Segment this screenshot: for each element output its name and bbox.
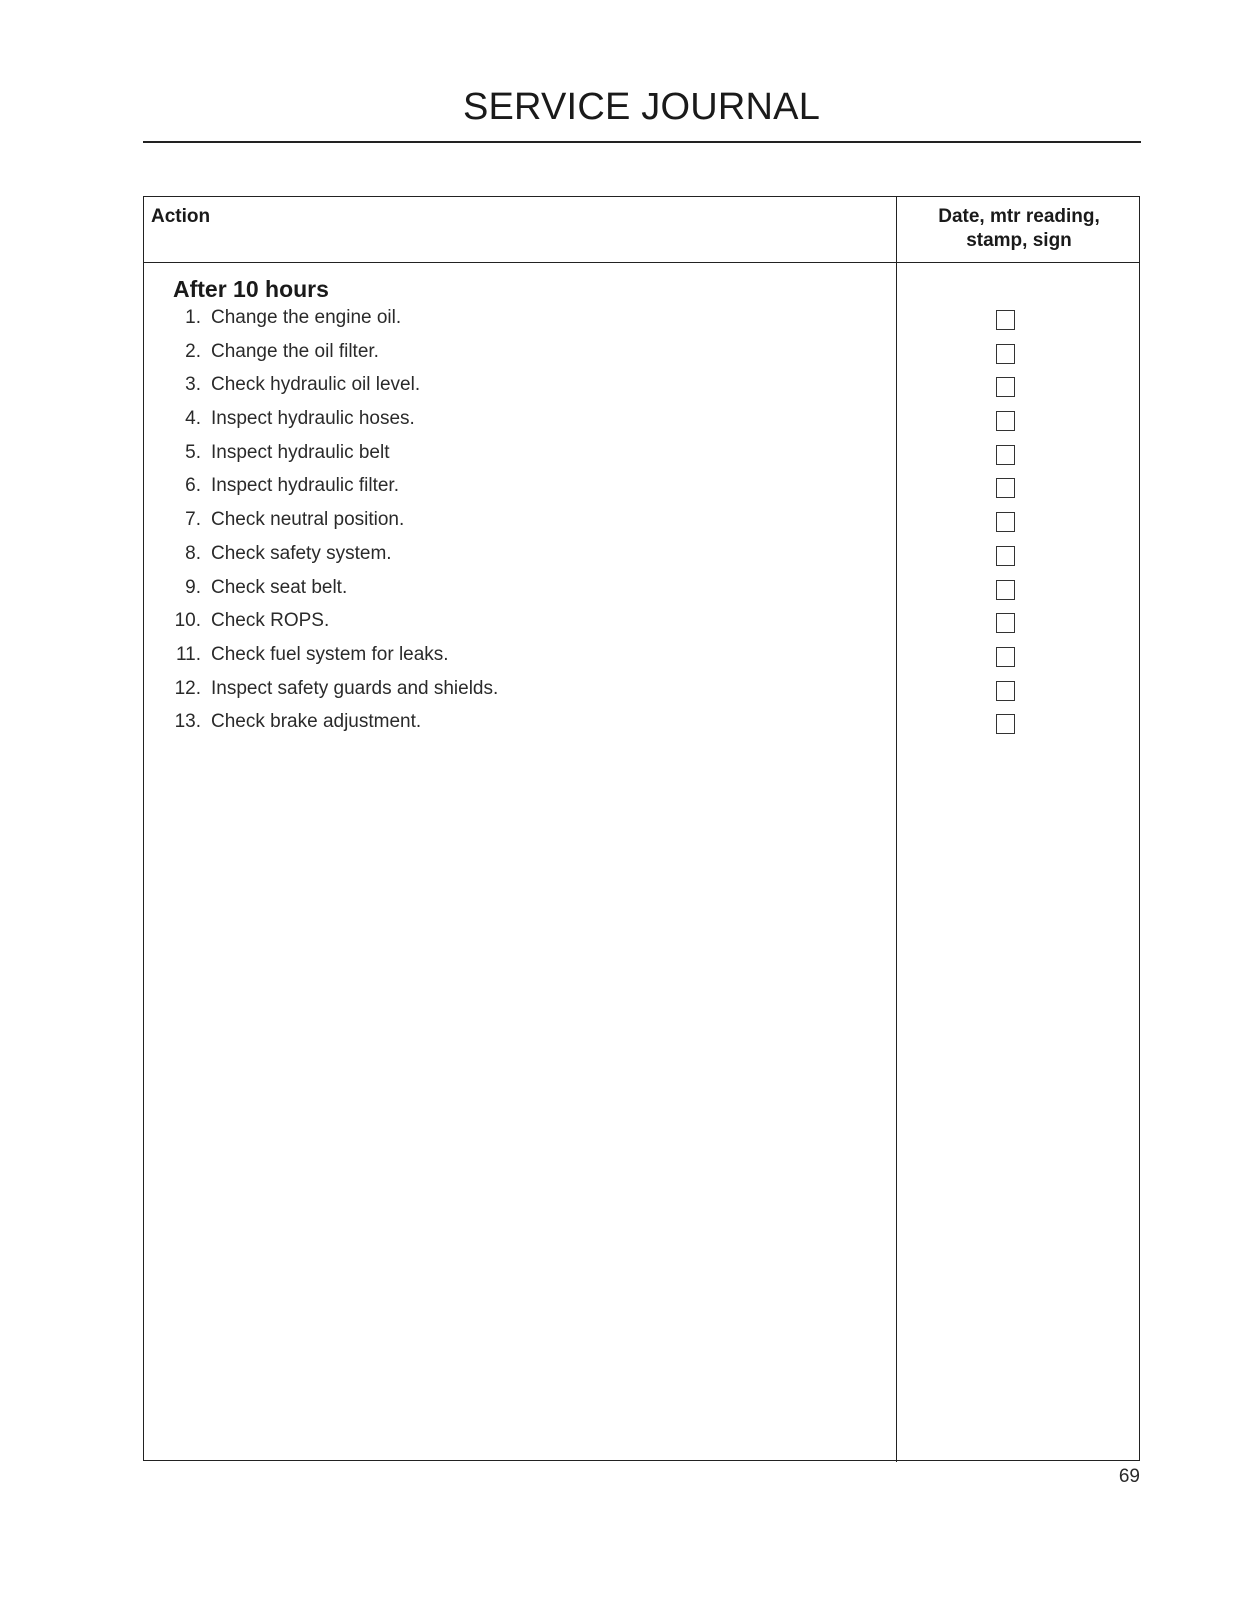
task-text: Inspect hydraulic hoses. — [211, 408, 415, 430]
task-row — [144, 370, 1139, 404]
task-row — [144, 303, 1139, 337]
task-number: 3. — [185, 374, 201, 396]
task-text: Check safety system. — [211, 542, 392, 564]
task-number: 2. — [185, 340, 201, 362]
task-row — [144, 471, 1139, 505]
task-number: 9. — [185, 576, 201, 598]
task-number: 6. — [185, 475, 201, 497]
task-row — [144, 640, 1139, 674]
title-divider — [143, 141, 1141, 143]
column-header-date-line2: stamp, sign — [966, 230, 1072, 251]
task-checkbox[interactable] — [996, 310, 1015, 330]
task-checkbox[interactable] — [996, 478, 1015, 498]
task-text: Inspect hydraulic belt — [211, 441, 390, 463]
task-number: 4. — [185, 408, 201, 430]
task-row — [144, 505, 1139, 539]
task-checkbox[interactable] — [996, 714, 1015, 734]
header-divider — [144, 262, 1139, 263]
task-row — [144, 707, 1139, 741]
task-text: Check fuel system for leaks. — [211, 643, 449, 665]
task-number: 5. — [185, 441, 201, 463]
task-checkbox[interactable] — [996, 647, 1015, 667]
task-row — [144, 337, 1139, 371]
task-text: Inspect hydraulic filter. — [211, 475, 399, 497]
task-text: Check seat belt. — [211, 576, 348, 598]
task-number: 7. — [185, 509, 201, 531]
task-text: Check ROPS. — [211, 610, 330, 632]
task-checkbox[interactable] — [996, 546, 1015, 566]
task-checkbox[interactable] — [996, 613, 1015, 633]
task-row — [144, 606, 1139, 640]
task-row — [144, 438, 1139, 472]
task-checkbox[interactable] — [996, 512, 1015, 532]
task-list — [144, 303, 1139, 741]
task-checkbox[interactable] — [996, 344, 1015, 364]
task-row — [144, 674, 1139, 708]
task-number: 1. — [185, 307, 201, 328]
task-checkbox[interactable] — [996, 377, 1015, 397]
task-checkbox[interactable] — [996, 681, 1015, 701]
task-text: Change the engine oil. — [211, 307, 402, 328]
task-text: Change the oil filter. — [211, 340, 379, 362]
task-text: Check neutral position. — [211, 509, 405, 531]
page-number: 69 — [1118, 1466, 1140, 1487]
task-text: Check brake adjustment. — [211, 711, 422, 733]
task-row — [144, 539, 1139, 573]
task-row — [144, 573, 1139, 607]
task-row — [144, 404, 1139, 438]
section-heading: After 10 hours — [173, 276, 329, 302]
task-text: Check hydraulic oil level. — [211, 374, 421, 396]
task-checkbox[interactable] — [996, 580, 1015, 600]
service-journal-table — [143, 196, 1140, 1461]
task-number: 8. — [185, 542, 201, 564]
task-number: 10. — [174, 610, 201, 632]
page-title: SERVICE JOURNAL — [462, 86, 821, 128]
column-header-action: Action — [151, 206, 211, 227]
task-number: 12. — [174, 677, 201, 699]
task-number: 13. — [174, 711, 201, 733]
column-header-date — [897, 205, 1141, 253]
column-header-date-line1: Date, mtr reading, — [938, 206, 1100, 227]
task-number: 11. — [175, 643, 201, 665]
task-text: Inspect safety guards and shields. — [211, 677, 499, 699]
task-checkbox[interactable] — [996, 411, 1015, 431]
task-checkbox[interactable] — [996, 445, 1015, 465]
